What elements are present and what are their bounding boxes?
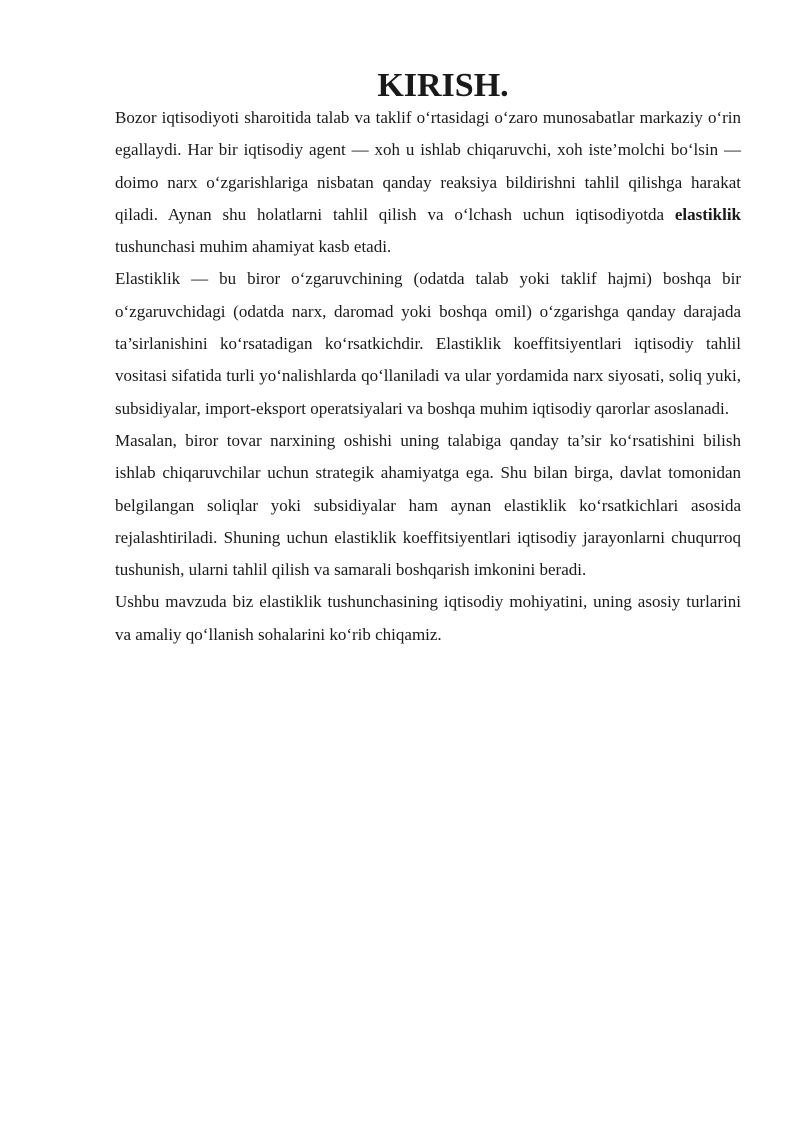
bold-term: elastiklik — [674, 204, 741, 224]
page-title: KIRISH. — [377, 67, 509, 104]
paragraph-intro-text-end: tushunchasi muhim ahamiyat kasb etadi. — [115, 237, 392, 257]
paragraph-intro-text-start: Bozor iqtisodiyoti sharoitida talab va taklif o‘rtasidagi o‘zaro munosabatlar markaziy o‘rin egallaydi. Har bir iqtisodiy agent — xoh u ishlab chiqaruvchi, xoh iste’molchi bo‘lsin — doimo narx o‘zgarishlariga nisbatan qanday reaksiya bildirishni tahlil qilishga harakat qiladi. Aynan shu holatlarni tahlil qilish va o‘lchash uchun iqtisodiyotda — [115, 108, 741, 224]
paragraph-intro — [115, 102, 741, 263]
document-page — [115, 67, 741, 651]
paragraph-example: Masalan, biror tovar narxining oshishi uning talabiga qanday ta’sir ko‘rsatishini bilish ishlab chiqaruvchilar uchun strategik ahamiyatga ega. Shu bilan birga, davlat tomonidan belgilangan soliqlar yoki subsidiyalar ham aynan elastiklik ko‘rsatkichlari asosida rejalashtiriladi. Shuning uchun elastiklik koeffitsiyentlari iqtisodiy jarayonlarni chuqurroq tushunish, ularni tahlil qilish va samarali boshqarish imkonini beradi. — [115, 430, 741, 580]
paragraph-conclusion: Ushbu mavzuda biz elastiklik tushunchasining iqtisodiy mohiyatini, uning asosiy turlarini va amaliy qo‘llanish sohalarini ko‘rib chiqamiz. — [115, 592, 741, 644]
paragraph-definition: Elastiklik — bu biror o‘zgaruvchining (odatda talab yoki taklif hajmi) boshqa bir o‘zgaruvchidagi (odatda narx, daromad yoki boshqa omil) o‘zgarishga qanday darajada ta’sirlanishini ko‘rsatadigan ko‘rsatkichdir. Elastiklik koeffitsiyentlari iqtisodiy tahlil vositasi sifatida turli yo‘nalishlarda qo‘llaniladi va ular yordamida narx siyosati, soliq yuki, subsidiyalar, import-eksport operatsiyalari va boshqa muhim iqtisodiy qarorlar asoslanadi. — [115, 269, 741, 418]
